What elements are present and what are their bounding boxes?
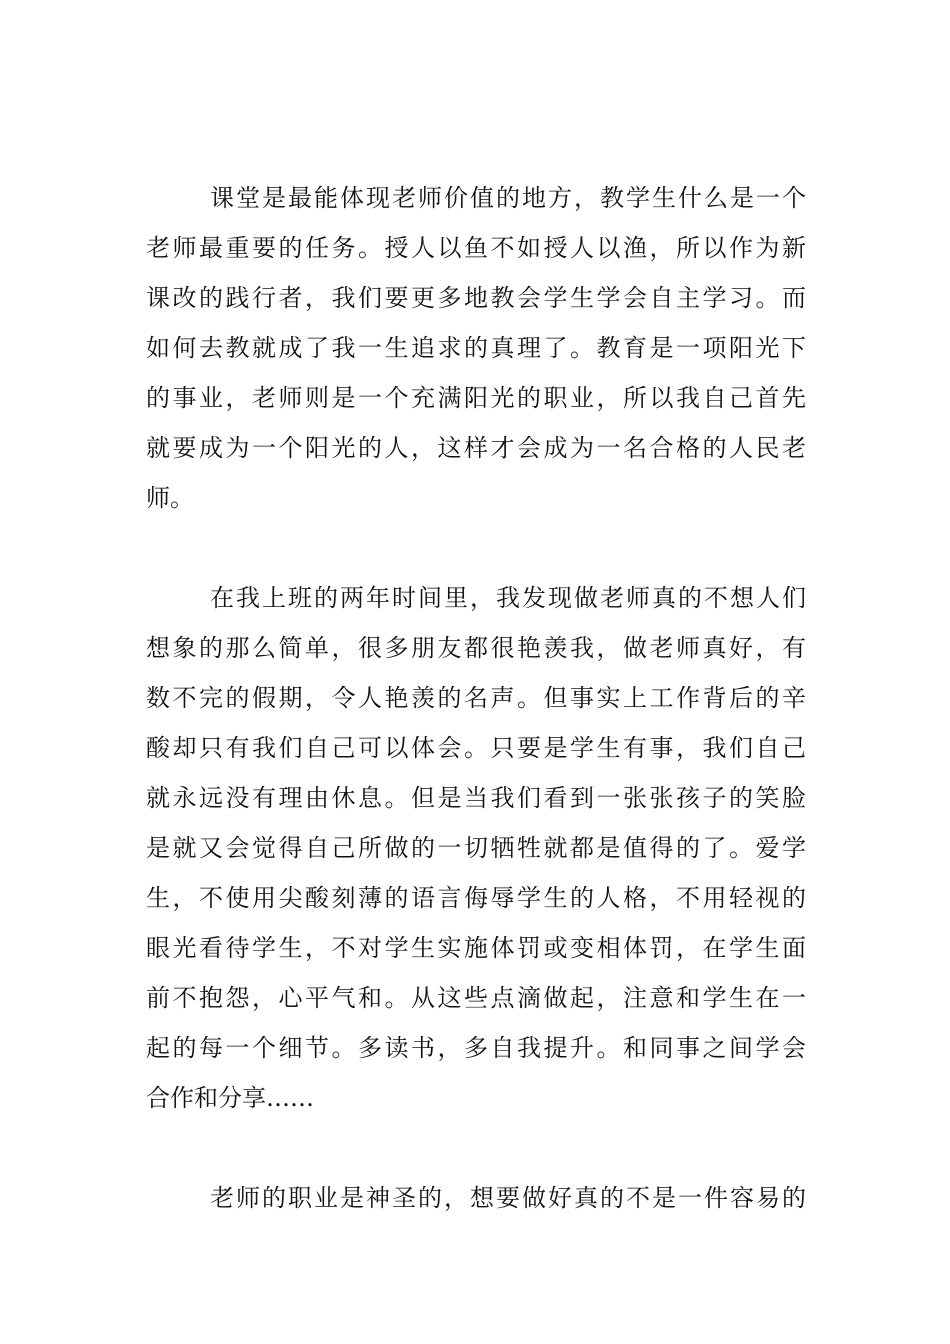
paragraph-line: 酸却只有我们自己可以体会。只要是学生有事，我们自己	[146, 734, 806, 762]
paragraph-line: 老师最重要的任务。授人以鱼不如授人以渔，所以作为新	[146, 234, 806, 262]
paragraph-line: 合作和分享……	[146, 1084, 314, 1112]
paragraph-line: 眼光看待学生，不对学生实施体罚或变相体罚，在学生面	[146, 934, 806, 962]
paragraph-line: 前不抱怨，心平气和。从这些点滴做起，注意和学生在一	[146, 984, 806, 1012]
paragraph-line: 师。	[146, 484, 194, 512]
paragraph-line: 是就又会觉得自己所做的一切牺牲就都是值得的了。爱学	[146, 834, 806, 862]
paragraph-line: 的事业，老师则是一个充满阳光的职业，所以我自己首先	[146, 384, 806, 412]
paragraph-line: 数不完的假期，令人艳羡的名声。但事实上工作背后的辛	[146, 684, 806, 712]
paragraph-line: 想象的那么简单，很多朋友都很艳羡我，做老师真好，有	[146, 634, 806, 662]
paragraph-line: 课改的践行者，我们要更多地教会学生学会自主学习。而	[146, 284, 806, 312]
paragraph-line: 就永远没有理由休息。但是当我们看到一张张孩子的笑脸	[146, 784, 806, 812]
paragraph-line: 如何去教就成了我一生追求的真理了。教育是一项阳光下	[146, 334, 806, 362]
paragraph-line: 就要成为一个阳光的人，这样才会成为一名合格的人民老	[146, 434, 806, 462]
paragraph-line: 生，不使用尖酸刻薄的语言侮辱学生的人格，不用轻视的	[146, 884, 806, 912]
paragraph-line: 起的每一个细节。多读书，多自我提升。和同事之间学会	[146, 1034, 806, 1062]
paragraph-line: 在我上班的两年时间里，我发现做老师真的不想人们	[210, 584, 806, 612]
paragraph-line: 老师的职业是神圣的，想要做好真的不是一件容易的	[210, 1184, 806, 1212]
paragraph-line: 课堂是最能体现老师价值的地方，教学生什么是一个	[210, 184, 806, 212]
